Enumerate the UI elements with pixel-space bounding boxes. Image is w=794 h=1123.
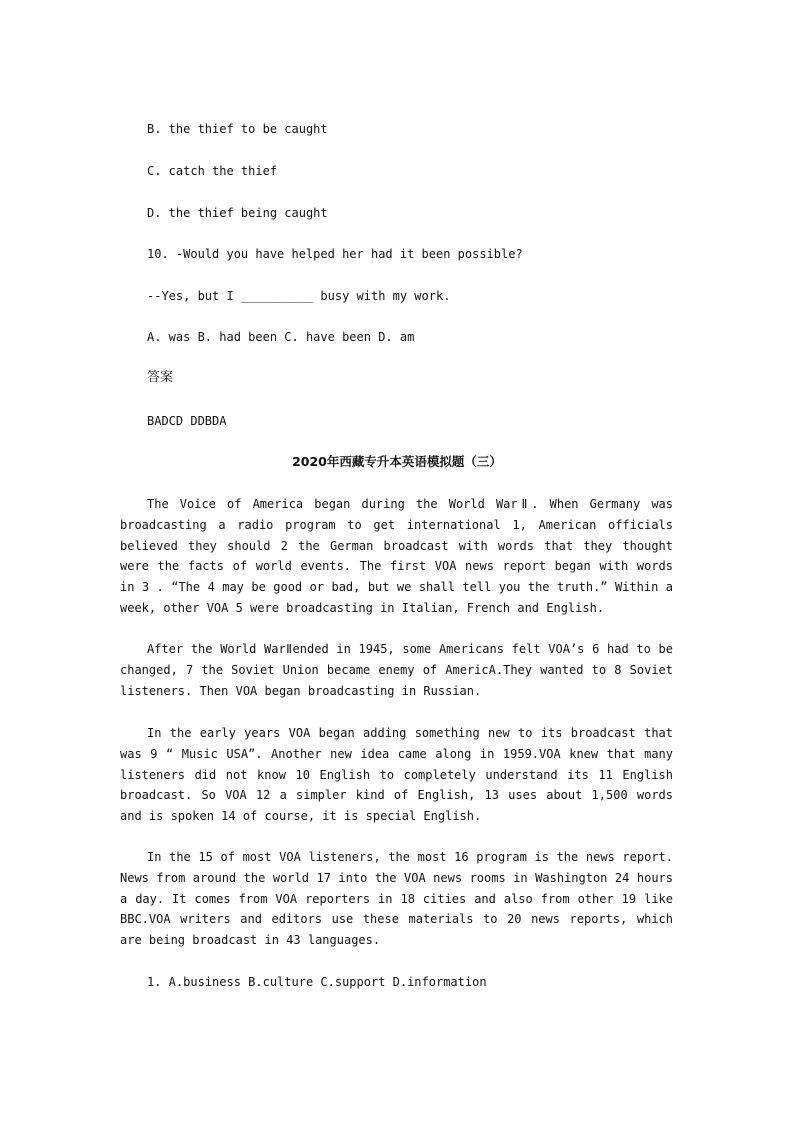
option-c-line: C. catch the thief xyxy=(147,164,278,178)
answer-key-line: BADCD DDBDA xyxy=(147,414,227,428)
section-title: 2020年西藏专升本英语模拟题（三） xyxy=(292,454,502,469)
options-10-line: A. was B. had been C. have been D. am xyxy=(147,330,415,344)
option-d-line: D. the thief being caught xyxy=(147,206,328,220)
paragraph-1: The Voice of America began during the World WarⅡ. When Germany was broadcasting a radio program to get international 1, American officials believed they should 2 the German broadcast with words that they thought were the facts of world events. The first VOA news report began with words in 3 . “The 4 may be good or bad, but we shall tell you the truth.” Within a week, other VOA 5 were broadcasting in Italian, French and English. xyxy=(120,497,673,615)
reply-10-line: --Yes, but I __________ busy with my work. xyxy=(147,289,451,303)
question-1-line: 1. A.business B.culture C.support D.information xyxy=(147,975,487,989)
answer-heading: 答案 xyxy=(147,370,174,385)
paragraph-3: In the early years VOA began adding something new to its broadcast that was 9 “ Music USA”. Another new idea came along in 1959.VOA knew that many listeners did not know 10 English to completely understand its 11 English broadcast. So VOA 12 a simpler kind of English, 13 uses about 1,500 words and is spoken 14 of course, it is special English. xyxy=(120,726,673,824)
paragraph-2: After the World WarⅡended in 1945, some Americans felt VOA’s 6 had to be changed, 7 the Soviet Union became enemy of AmericA.They wanted to 8 Soviet listeners. Then VOA began broadcasting in Russian. xyxy=(120,642,673,698)
option-b-line: B. the thief to be caught xyxy=(147,122,328,136)
question-10-line: 10. -Would you have helped her had it been possible? xyxy=(147,247,523,261)
paragraph-4: In the 15 of most VOA listeners, the most 16 program is the news report. News from around the world 17 into the VOA news rooms in Washington 24 hours a day. It comes from VOA reporters in 18 cities and also from other 19 like BBC.VOA writers and editors use these materials to 20 news reports, which are being broadcast in 43 languages. xyxy=(120,850,673,948)
